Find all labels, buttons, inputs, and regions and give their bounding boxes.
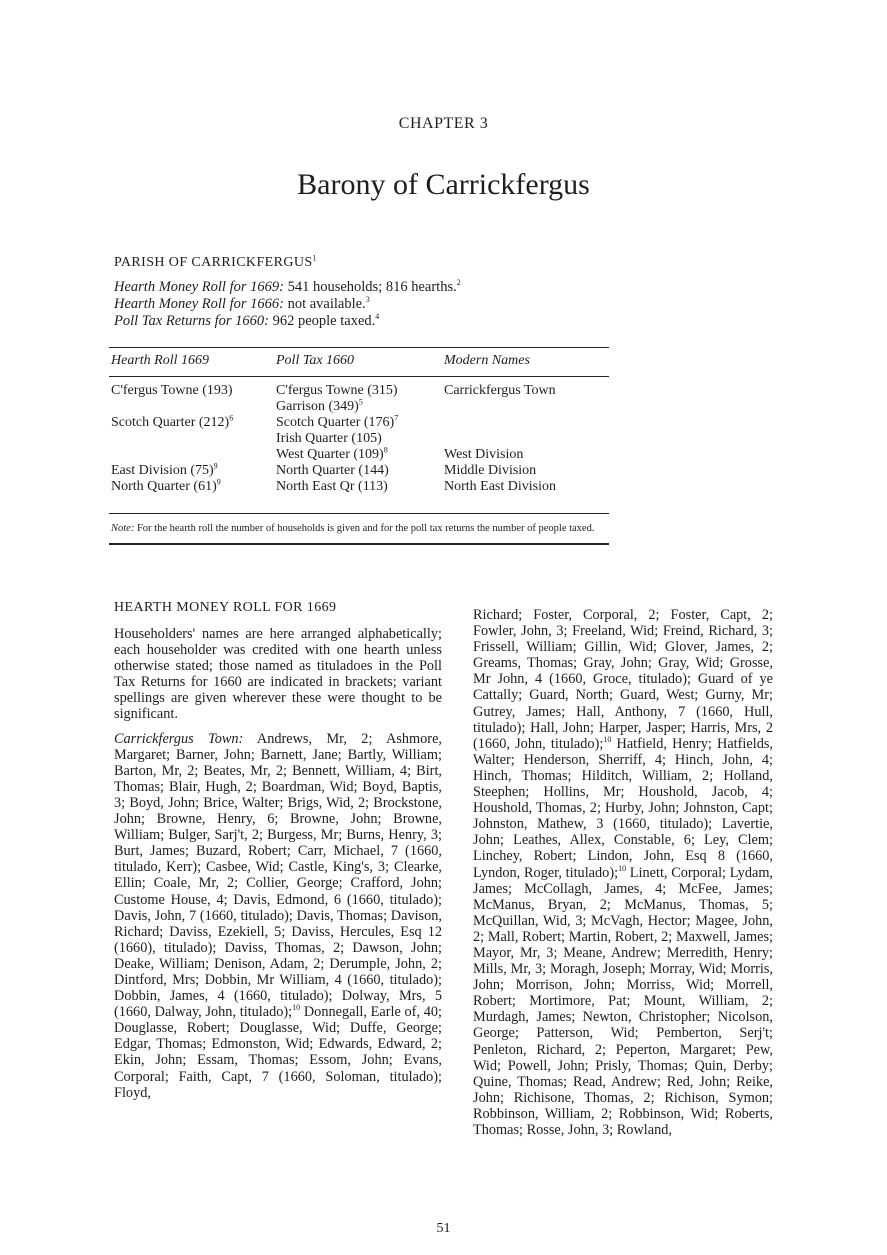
town-label: Carrickfergus Town: [114, 730, 244, 747]
table-header-row [109, 348, 609, 376]
table-note [109, 514, 609, 543]
stat-line [114, 279, 461, 296]
stat-ref: 2 [456, 278, 461, 288]
name-list: Donnegall, Earle of, 40; Douglasse, Robert; Douglasse, Wid; Duffe, George; Edgar, Thomas; Edmonston, Wid; Edwards, Edward, 2; Ekin, John; Essam, Thomas; Essom, John; Evans, Corporal; Faith, Capt, 7 (1660, Soloman, titulado); Floyd, [114, 1004, 442, 1101]
table-note-label: Note: [111, 523, 135, 534]
left-column [114, 600, 442, 1109]
town-paragraph [114, 731, 442, 1101]
table-cell-text: West Quarter (109) [276, 447, 384, 462]
table-cell-text: Scotch Quarter (176) [276, 415, 395, 430]
table-cell [111, 447, 276, 463]
table-cell [444, 463, 609, 479]
table-cell-footnote-ref: 5 [358, 397, 363, 407]
stat-value: not available. [283, 296, 366, 312]
stat-ref: 3 [365, 295, 370, 305]
table-note-text: For the hearth roll the number of households is given and for the poll tax returns the number of people taxed. [134, 523, 595, 534]
table-body [109, 377, 609, 513]
table-cell-text: Middle Division [444, 463, 537, 478]
table-cell-text: Carrickfergus Town [444, 383, 556, 398]
table-cell [444, 399, 609, 415]
name-list: Richard; Foster, Corporal, 2; Foster, Capt, 2; Fowler, John, 3; Freeland, Wid; Freind, Richard, 3; Frissell, William; Gillin, Wid; Glover, James, 2; Greams, Thomas; Gray, John; Gray, Wid; Grosse, Mr John, 4 (1660, Groce, titulado); Guard of ye Cattally; Guard, North; Guard, West; Gurny, Mr; Gutrey, James; Hall, Anthony, 7 (1660, Hull, titulado); Hall, John; Harper, Jasper; Harris, Mrs, 2 (1660, John, titulado); [473, 607, 773, 752]
table-cell-text: West Division [444, 447, 524, 462]
header-hearth-roll: Hearth Roll 1669 [111, 353, 209, 368]
table-cell-footnote-ref: 6 [229, 413, 234, 423]
column-hearth-roll [109, 383, 276, 495]
column-modern-names [444, 383, 609, 495]
table-cell [111, 415, 276, 431]
table-cell-text: North East Division [444, 479, 556, 494]
townland-table [109, 347, 609, 545]
header-modern-names: Modern Names [444, 353, 530, 368]
table-cell-footnote-ref: 9 [216, 477, 221, 487]
table-cell [444, 383, 609, 399]
stat-label: Poll Tax Returns for 1660: [114, 313, 269, 329]
header-poll-tax: Poll Tax 1660 [276, 353, 355, 368]
parish-heading-text: PARISH OF CARRICKFERGUS [114, 255, 313, 270]
stat-label: Hearth Money Roll for 1669: [114, 279, 284, 295]
table-cell [444, 431, 609, 447]
table-bottom-rule [109, 543, 609, 545]
table-cell [111, 463, 276, 479]
table-cell-footnote-ref: 8 [383, 445, 388, 455]
table-cell [276, 399, 444, 415]
parish-footnote-ref: 1 [312, 253, 317, 263]
table-cell-text: North East Qr (113) [276, 479, 388, 494]
name-list: Andrews, Mr, 2; Ashmore, Margaret; Barner, John; Barnett, Jane; Bartly, William; Barton, Mr, 2; Beates, Mr, 2; Bennett, William, 4; Birt, Thomas; Blair, Hugh, 2; Boardman, Wid; Boyd, Baptis, 3; Boyd, John; Brice, Walter; Brigs, Wid, 2; Brockstone, John; Browne, Henry, 6; Browne, John; Browne, William; Bulger, Sarj't, 2; Burgess, Mr; Burns, Henry, 3; Burt, James; Buzard, Robert; Carr, Michael, 7 (1660, titulado, Kerr); Casbee, Wid; Castle, King's, 3; Clearke, Ellin; Coale, Mr, 2; Collier, George; Crafford, John; Custome House, 4; Davis, Edmond, 6 (1660, titulado); Davis, John, 7 (1660, titulado); Davis, Thomas; Davison, Richard; Daviss, Ezekiell, 5; Daviss, Hercules, Esq 12 (1660), titulado); Daviss, Thomas, 2; Dawson, John; Deake, William; Denison, Adam, 2; Derumple, John, 2; Dintford, Mrs; Dobbin, Mr William, 4 (1660, titulado); Dobbin, James, 4 (1660, titulado); Dolway, Mrs, 5 (1660, Dalway, John, titulado); [114, 730, 442, 1021]
intro-paragraph: Householders' names are here arranged alphabetically; each householder was credited with one hearth unless otherwise stated; those named as tituladoes in the Poll Tax Returns for 1660 are indicated in brackets; variant spellings are given wherever these were thought to be significant. [114, 626, 442, 723]
table-cell-footnote-ref: 9 [213, 461, 218, 471]
table-cell-text: North Quarter (61) [111, 479, 217, 494]
stat-ref: 4 [375, 312, 380, 322]
chapter-title: Barony of Carrickfergus [297, 168, 590, 201]
table-cell-text: East Division (75) [111, 463, 214, 478]
section-heading: HEARTH MONEY ROLL FOR 1669 [114, 600, 337, 615]
table-cell-text: C'fergus Towne (193) [111, 383, 233, 398]
continued-paragraph [473, 607, 773, 1138]
right-column [473, 607, 773, 1146]
table-cell-text: C'fergus Towne (315) [276, 383, 398, 398]
table-cell-text: Garrison (349) [276, 399, 359, 414]
footnote-ref: 10 [292, 1003, 301, 1013]
table-cell [111, 479, 276, 495]
column-poll-tax [276, 383, 444, 495]
name-list: Hatfield, Henry; Hatfields, Walter; Henderson, Sherriff, 4; Hinch, John, 4; Hinch, Thomas; Hilditch, William, 2; Holland, Steephen; Hollins, Mr; Houshold, Jacob, 4; Houshold, Thomas, 2; Hurby, John; Johnston, Capt; Johnston, Mathew, 3 (1660, titulado); Lavertie, John; Leathes, Allex, Constable, 6; Ley, Clem; Linchey, Robert; Lindon, John, Esq 8 (1660, Lyndon, Roger, titulado); [473, 735, 773, 881]
table-cell [276, 479, 444, 495]
stat-value: 541 households; 816 hearths. [283, 279, 457, 295]
table-cell [276, 463, 444, 479]
table-cell [444, 447, 609, 463]
table-cell [276, 447, 444, 463]
table-cell-text: Scotch Quarter (212) [111, 415, 230, 430]
table-cell-text: Irish Quarter (105) [276, 431, 382, 446]
chapter-label: CHAPTER 3 [398, 115, 489, 132]
stat-line [114, 313, 461, 330]
stat-label: Hearth Money Roll for 1666: [114, 296, 284, 312]
table-cell-text: North Quarter (144) [276, 463, 389, 478]
page-number: 51 [436, 1221, 451, 1236]
table-cell [444, 479, 609, 495]
table-cell [276, 415, 444, 431]
stat-line [114, 296, 461, 313]
footnote-ref: 10 [603, 734, 612, 744]
table-cell [111, 431, 276, 447]
table-cell [111, 399, 276, 415]
name-list: Linett, Corporal; Lydam, James; McCollagh, James, 4; McFee, James; McManus, Bryan, 2; McManus, Thomas, 5; McQuillan, Wid, 3; McVagh, Hector; Magee, John, 2; Mall, Robert; Martin, Robert, 2; Maxwell, James; Mayor, Mr, 3; Meane, Andrew; Merredith, Henry; Mills, Mr, 3; Moragh, Joseph; Morray, Wid; Morris, John; Morrison, John; Morriss, Wid; Morrell, Robert; Mortimore, Pat; Mount, William, 2; Murdagh, James; Newton, Christopher; Nicolson, George; Patterson, Wid; Pemberton, Serj't; Penleton, Richard, 2; Peperton, Margaret; Pew, Wid; Powell, John; Prisly, Thomas; Quin, Derby; Quine, Thomas; Read, Andrew; Red, John; Reike, John; Richisone, Thomas, 2; Richison, Symon; Robbinson, William, 2; Robbinson, Wid; Roberts, Thomas; Rosse, John, 3; Rowland, [473, 864, 774, 1138]
table-cell [444, 415, 609, 431]
table-cell [111, 383, 276, 399]
table-cell-footnote-ref: 7 [394, 413, 399, 423]
table-cell [276, 431, 444, 447]
stat-value: 962 people taxed. [268, 313, 376, 329]
parish-statistics [114, 279, 461, 330]
footnote-ref: 10 [618, 863, 627, 873]
parish-heading [114, 255, 317, 271]
